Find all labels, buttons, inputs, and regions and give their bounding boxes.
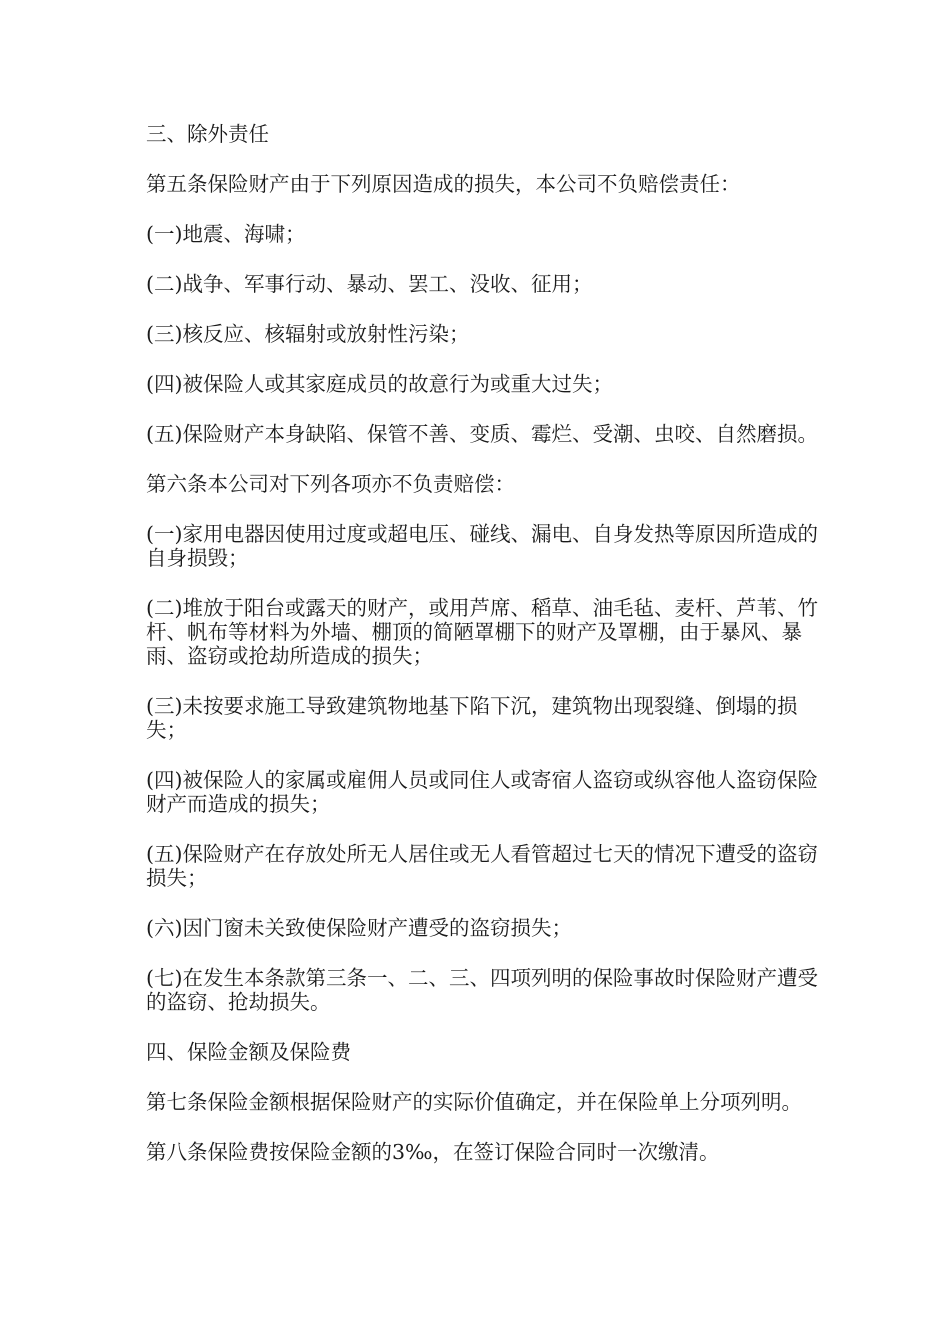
article-6-item-1: (一)家用电器因使用过度或超电压、碰线、漏电、自身发热等原因所造成的自身损毁； xyxy=(146,522,818,570)
article-5-intro: 第五条保险财产由于下列原因造成的损失，本公司不负赔偿责任： xyxy=(146,172,741,196)
article-5-item-5: (五)保险财产本身缺陷、保管不善、变质、霉烂、受潮、虫咬、自然磨损。 xyxy=(146,422,818,446)
article-5-item-1: (一)地震、海啸； xyxy=(146,222,306,246)
section-heading-exclusions: 三、除外责任 xyxy=(146,122,269,146)
article-6-item-5: (五)保险财产在存放处所无人居住或无人看管超过七天的情况下遭受的盗窃损失； xyxy=(146,842,818,890)
article-5-item-4: (四)被保险人或其家庭成员的故意行为或重大过失； xyxy=(146,372,613,396)
article-6-item-2: (二)堆放于阳台或露天的财产，或用芦席、稻草、油毛毡、麦杆、芦苇、竹杆、帆布等材料为外墙、棚顶的简陋罩棚下的财产及罩棚，由于暴风、暴雨、盗窃或抢劫所造成的损失； xyxy=(146,596,818,668)
article-6-item-4: (四)被保险人的家属或雇佣人员或同住人或寄宿人盗窃或纵容他人盗窃保险财产而造成的损失； xyxy=(146,768,818,816)
article-5-item-3: (三)核反应、核辐射或放射性污染； xyxy=(146,322,470,346)
section-heading-insured-amount: 四、保险金额及保险费 xyxy=(146,1040,351,1064)
article-6-item-6: (六)因门窗未关致使保险财产遭受的盗窃损失； xyxy=(146,916,572,940)
article-5-item-2: (二)战争、军事行动、暴动、罢工、没收、征用； xyxy=(146,272,593,296)
article-8: 第八条保险费按保险金额的3‰，在签订保险合同时一次缴清。 xyxy=(146,1140,720,1164)
article-6-item-3: (三)未按要求施工导致建筑物地基下陷下沉，建筑物出现裂缝、倒塌的损失； xyxy=(146,694,798,742)
document-body xyxy=(146,122,826,1190)
article-6-intro: 第六条本公司对下列各项亦不负责赔偿： xyxy=(146,472,515,496)
article-7: 第七条保险金额根据保险财产的实际价值确定，并在保险单上分项列明。 xyxy=(146,1090,802,1114)
article-6-item-7: (七)在发生本条款第三条一、二、三、四项列明的保险事故时保险财产遭受的盗窃、抢劫损失。 xyxy=(146,966,818,1014)
